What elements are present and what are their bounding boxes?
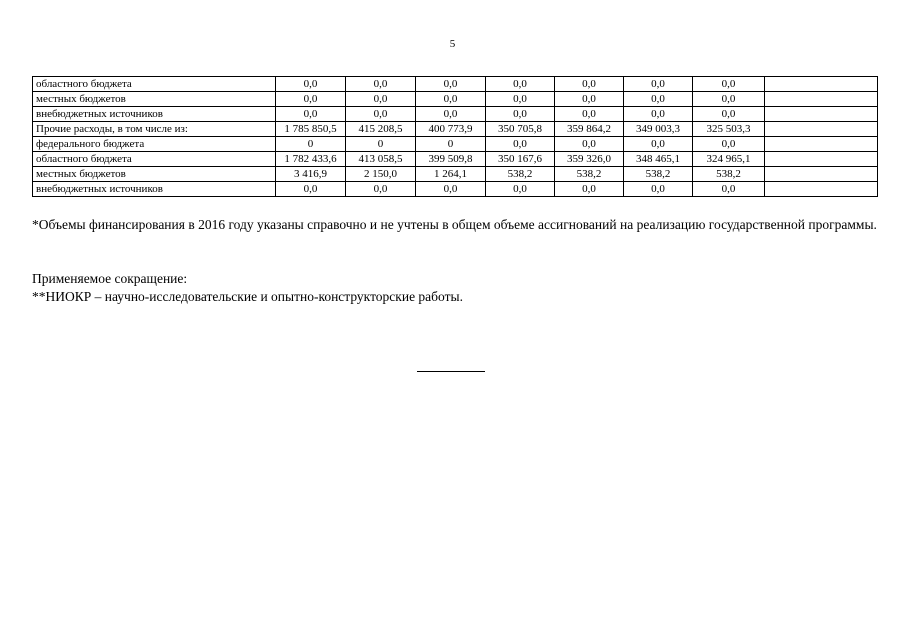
- table-cell: 0,0: [555, 137, 624, 152]
- table-cell: 350 167,6: [486, 152, 555, 167]
- table-cell: 0,0: [486, 92, 555, 107]
- page-number: 5: [449, 38, 456, 50]
- table-cell: 0,0: [624, 92, 693, 107]
- table-cell: 3 416,9: [276, 167, 346, 182]
- table-cell: 0,0: [486, 107, 555, 122]
- table-cell: [765, 152, 878, 167]
- table-cell: 359 864,2: [555, 122, 624, 137]
- table-cell: 0,0: [555, 77, 624, 92]
- table-row: [33, 152, 878, 167]
- table-cell: 0,0: [346, 107, 416, 122]
- table-cell: 0,0: [276, 92, 346, 107]
- table-cell: 0,0: [346, 92, 416, 107]
- table-cell: 0,0: [416, 107, 486, 122]
- table-cell: 0,0: [276, 182, 346, 197]
- table-cell: [765, 107, 878, 122]
- table-cell: 350 705,8: [486, 122, 555, 137]
- table-cell: 324 965,1: [693, 152, 765, 167]
- end-rule: [417, 371, 485, 372]
- budget-table: [32, 76, 878, 197]
- table-cell: 0: [276, 137, 346, 152]
- table-cell: 0,0: [693, 77, 765, 92]
- table-cell: 1 264,1: [416, 167, 486, 182]
- table-row: [33, 92, 878, 107]
- table-cell: 538,2: [624, 167, 693, 182]
- table-row: [33, 182, 878, 197]
- table-cell: [765, 77, 878, 92]
- table-cell: 0,0: [416, 92, 486, 107]
- table-cell: [765, 122, 878, 137]
- table-cell: 0,0: [276, 77, 346, 92]
- table-cell: 0,0: [555, 107, 624, 122]
- table-cell: 400 773,9: [416, 122, 486, 137]
- abbreviation-niokr: **НИОКР – научно-исследовательские и опытно-конструкторские работы.: [32, 289, 463, 304]
- table-cell: 0,0: [555, 92, 624, 107]
- table-cell: 0: [416, 137, 486, 152]
- row-label: внебюджетных источников: [33, 182, 276, 197]
- table-cell: 538,2: [555, 167, 624, 182]
- row-label: федерального бюджета: [33, 137, 276, 152]
- row-label: местных бюджетов: [33, 92, 276, 107]
- table-cell: 348 465,1: [624, 152, 693, 167]
- row-label: внебюджетных источников: [33, 107, 276, 122]
- table-cell: 1 782 433,6: [276, 152, 346, 167]
- table-cell: 0,0: [693, 92, 765, 107]
- table-cell: 399 509,8: [416, 152, 486, 167]
- table-cell: 0,0: [416, 77, 486, 92]
- table-cell: 0,0: [624, 182, 693, 197]
- row-label: местных бюджетов: [33, 167, 276, 182]
- table-cell: 0,0: [555, 182, 624, 197]
- table-row: [33, 167, 878, 182]
- table-cell: 325 503,3: [693, 122, 765, 137]
- table-cell: 349 003,3: [624, 122, 693, 137]
- table-cell: 0,0: [624, 137, 693, 152]
- table-cell: [765, 92, 878, 107]
- table-cell: 0,0: [486, 182, 555, 197]
- table-cell: 0,0: [486, 137, 555, 152]
- row-label: Прочие расходы, в том числе из:: [33, 122, 276, 137]
- table-row: [33, 77, 878, 92]
- table-cell: 0,0: [693, 182, 765, 197]
- table-row: [33, 107, 878, 122]
- table-cell: 359 326,0: [555, 152, 624, 167]
- table-cell: 538,2: [693, 167, 765, 182]
- table-cell: [765, 182, 878, 197]
- table-cell: 0,0: [276, 107, 346, 122]
- table-cell: 415 208,5: [346, 122, 416, 137]
- table-row: [33, 137, 878, 152]
- table-cell: 0: [346, 137, 416, 152]
- abbreviation-heading: Применяемое сокращение:: [32, 271, 188, 286]
- table-row: [33, 122, 878, 137]
- row-label: областного бюджета: [33, 152, 276, 167]
- table-cell: 0,0: [346, 77, 416, 92]
- table-cell: [765, 167, 878, 182]
- table-cell: [765, 137, 878, 152]
- table-cell: 0,0: [693, 137, 765, 152]
- row-label: областного бюджета: [33, 77, 276, 92]
- table-cell: 2 150,0: [346, 167, 416, 182]
- table-cell: 0,0: [624, 107, 693, 122]
- table-cell: 0,0: [416, 182, 486, 197]
- table-cell: 413 058,5: [346, 152, 416, 167]
- footnote: *Объемы финансирования в 2016 году указаны справочно и не учтены в общем объеме ассигнований на реализацию государственной программы.: [32, 217, 877, 232]
- table-cell: 538,2: [486, 167, 555, 182]
- table-cell: 0,0: [346, 182, 416, 197]
- table-cell: 1 785 850,5: [276, 122, 346, 137]
- table-cell: 0,0: [624, 77, 693, 92]
- table-cell: 0,0: [693, 107, 765, 122]
- table-cell: 0,0: [486, 77, 555, 92]
